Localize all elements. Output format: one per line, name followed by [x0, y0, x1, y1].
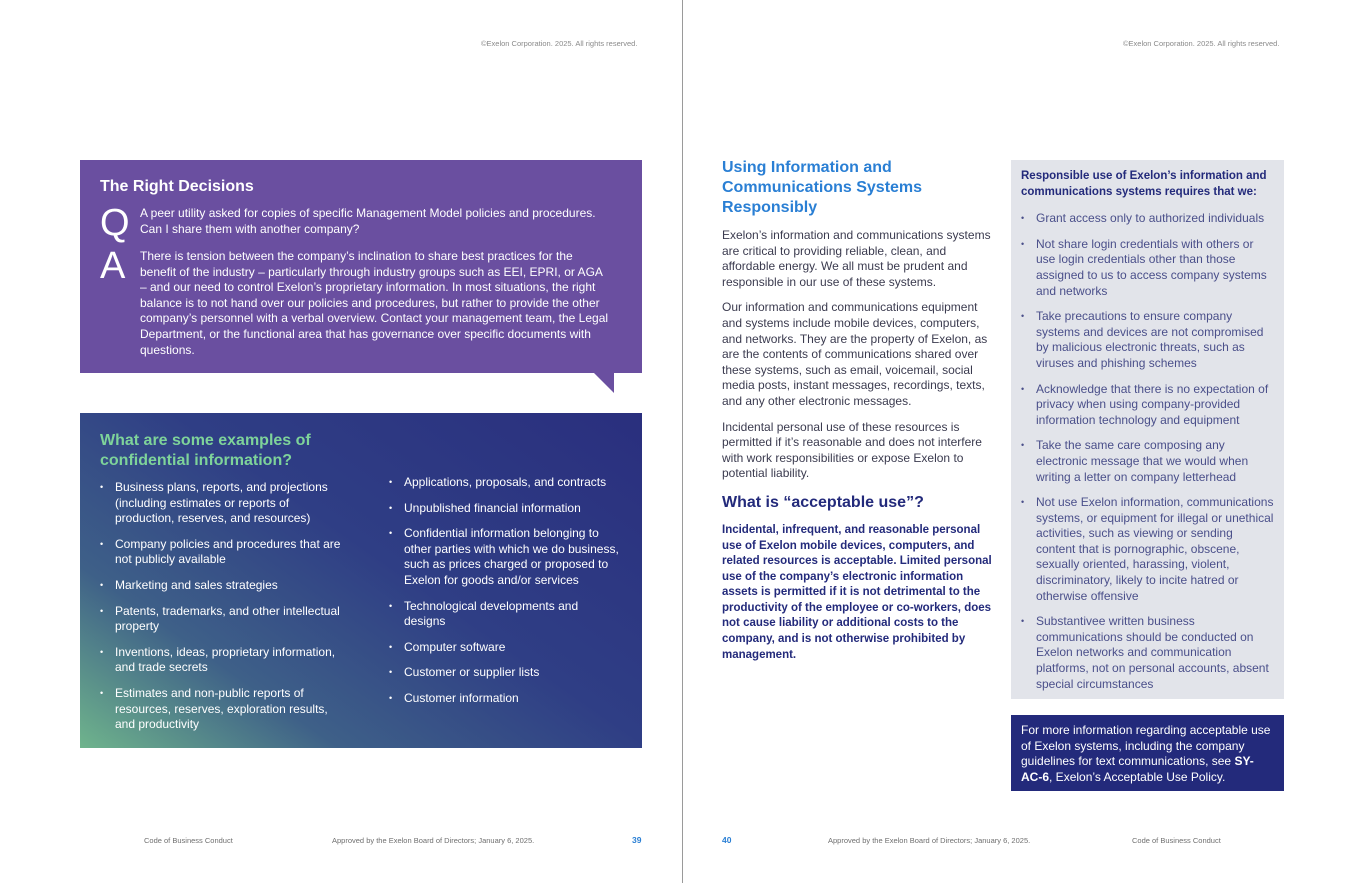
list-item: • Customer or supplier lists — [389, 665, 621, 681]
left-page — [0, 0, 682, 883]
page-number: 39 — [632, 835, 642, 845]
list-item: • Unpublished financial information — [389, 501, 621, 517]
page-number: 40 — [722, 835, 732, 845]
paragraph: Incidental personal use of these resources is permitted if it’s reasonable and does not interfere with work responsibilities or expose Exelon to potential liability. — [722, 419, 982, 481]
confidential-title: What are some examples of confidential information? — [100, 432, 311, 469]
sidebar-heading: Responsible use of Exelon’s information and communications systems requires that we: — [1021, 170, 1267, 198]
list-item: • Substantivee written business communications should be conducted on Exelon networks and communication platforms, not on personal accounts, absent special circumstances — [1021, 614, 1274, 692]
a-letter: A — [100, 245, 126, 287]
list-item: • Take precautions to ensure company systems and devices are not compromised by malicious electronic threats, such as viruses and phishing schemes — [1021, 309, 1274, 371]
list-item: • Patents, trademarks, and other intellectual property — [100, 604, 350, 635]
acceptable-use-statement: Incidental, infrequent, and reasonable personal use of Exelon mobile devices, computers, and related resources is acceptable. Limited personal use of the company’s electronic information assets is permitted if it is not detrimental to the productivity of the employee or co-workers, does not cause liability or additional costs to the company, and is not otherwise prohibited by management. — [722, 523, 992, 661]
paragraph: Exelon’s information and communications systems are critical to providing reliable, clean, and affordable energy. We all must be prudent and responsible in our use of these systems. — [722, 228, 991, 289]
q-letter: Q — [100, 202, 130, 244]
list-item: • Customer information — [389, 691, 621, 707]
list-item: • Computer software — [389, 640, 621, 656]
qa-question-row — [100, 202, 612, 244]
qa-answer-row — [100, 245, 612, 358]
more-info-box — [1011, 715, 1284, 791]
copyright-notice: ©Exelon Corporation. 2025. All rights reserved. — [481, 39, 638, 48]
footer-doc-title: Code of Business Conduct — [1132, 836, 1221, 845]
footer-approval: Approved by the Exelon Board of Directors; January 6, 2025. — [828, 836, 1031, 845]
qa-callout — [80, 160, 642, 373]
policy-code: SY-AC-6 — [1021, 754, 1254, 784]
list-item: • Confidential information belonging to other parties with which we do business, such as prices charged or proposed to Exelon for goods and/or services — [389, 526, 621, 588]
list-item: • Not use Exelon information, communications systems, or equipment for illegal or unethical activities, such as viewing or sending content that is pornographic, obscene, sexually oriented, harassing, violent, discriminatory, likely to incite hatred or otherwise offensive — [1021, 495, 1274, 604]
qa-title: The Right Decisions — [100, 178, 254, 195]
speech-bubble-tail — [594, 373, 614, 393]
paragraph: Our information and communications equipment and systems include mobile devices, computers, and networks. They are the property of Exelon, as are the contents of communications shared over these systems, such as email, voicemail, social media posts, instant messages, recordings, texts, and any other electronic messages. — [722, 300, 988, 408]
copyright-notice: ©Exelon Corporation. 2025. All rights reserved. — [1123, 39, 1280, 48]
list-item: • Business plans, reports, and projections (including estimates or reports of production, reserves, and resources) — [100, 480, 350, 527]
responsible-use-list — [1021, 211, 1274, 692]
confidential-list-col-1 — [80, 480, 350, 743]
list-item: • Marketing and sales strategies — [100, 578, 350, 594]
list-item: • Acknowledge that there is no expectation of privacy when using company-provided information technology and equipment — [1021, 382, 1274, 429]
list-item: • Grant access only to authorized individuals — [1021, 211, 1274, 227]
list-item: • Technological developments and designs — [389, 599, 621, 630]
list-item: • Take the same care composing any electronic message that we would when writing a letter on company letterhead — [1021, 438, 1274, 485]
qa-answer: There is tension between the company’s inclination to share best practices for the benefit of the industry – particularly through industry groups such as EEI, EPRI, or AGA – and our need to control Exelon’s proprietary information. In most situations, the right balance is to not hand over our policies and procedures, but rather to provide the other company’s personnel with a verbal overview. Contact your management team, the Legal Department, or the functional area that has governance over specific documents with questions. — [140, 249, 609, 357]
list-item: • Inventions, ideas, proprietary information, and trade secrets — [100, 645, 350, 676]
footer-doc-title: Code of Business Conduct — [144, 836, 233, 845]
info-text-before: For more information regarding acceptable use of Exelon systems, including the company guidelines for text communications, see — [1021, 723, 1271, 769]
confidential-list-col-2 — [389, 475, 621, 717]
main-column — [722, 158, 994, 663]
qa-question: A peer utility asked for copies of specific Management Model policies and procedures. Can I share them with another company? — [140, 206, 596, 236]
responsible-use-sidebar — [1011, 160, 1284, 699]
section-heading: Using Information and Communications Systems Responsibly — [722, 159, 923, 216]
footer-approval: Approved by the Exelon Board of Directors; January 6, 2025. — [332, 836, 535, 845]
list-item: • Company policies and procedures that are not publicly available — [100, 537, 350, 568]
info-text-after: , Exelon’s Acceptable Use Policy. — [1049, 769, 1226, 784]
list-item: • Not share login credentials with others or use login credentials other than those assigned to us to access company systems and networks — [1021, 237, 1274, 299]
list-item: • Estimates and non-public reports of resources, reserves, exploration results, and productivity — [100, 686, 350, 733]
subheading: What is “acceptable use”? — [722, 493, 924, 511]
list-item: • Applications, proposals, and contracts — [389, 475, 621, 491]
